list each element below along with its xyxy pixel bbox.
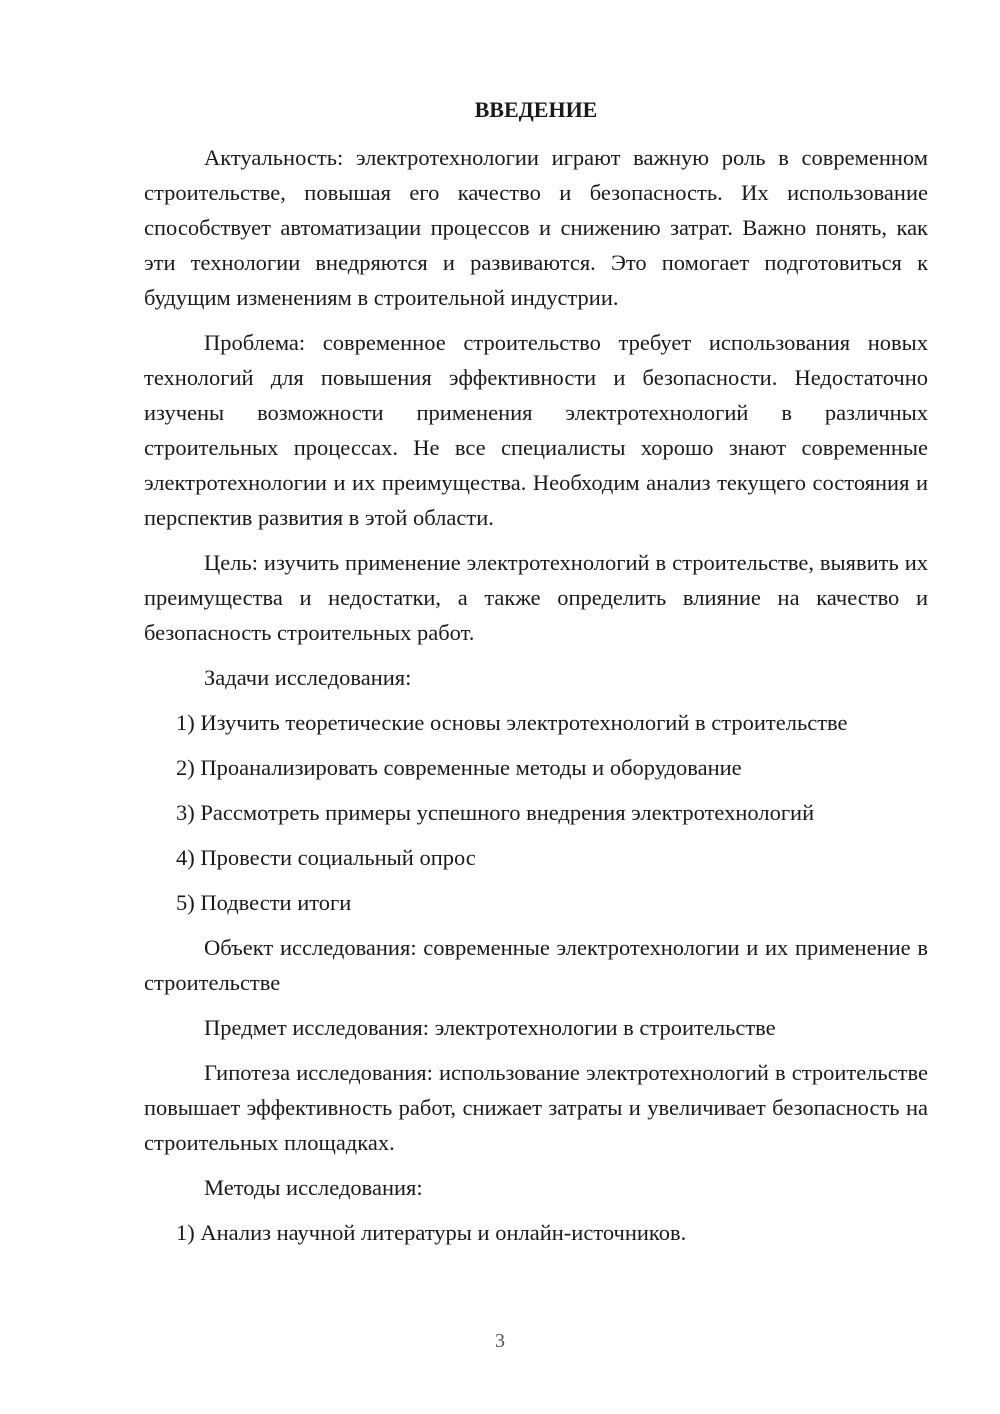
page-number: 3 <box>495 1330 505 1352</box>
method-item: 1) Анализ научной литературы и онлайн-источников. <box>176 1220 687 1245</box>
document-page <box>144 92 928 1260</box>
tasks-heading: Задачи исследования: <box>204 665 412 690</box>
paragraph-subject: Предмет исследования: электротехнологии в строительстве <box>204 1015 776 1040</box>
paragraph-goal: Цель: изучить применение электротехнологий в строительстве, выявить их преимущества и недостатки, а также определить влияние на качество и безопасность строительных работ. <box>144 550 928 645</box>
section-title: ВВЕДЕНИЕ <box>474 97 598 122</box>
paragraph-hypothesis: Гипотеза исследования: использование электротехнологий в строительстве повышает эффективность работ, снижает затраты и увеличивает безопасность на строительных площадках. <box>144 1060 928 1155</box>
methods-heading: Методы исследования: <box>204 1175 423 1200</box>
paragraph-object: Объект исследования: современные электротехнологии и их применение в строительстве <box>144 935 928 995</box>
paragraph-problem: Проблема: современное строительство требует использования новых технологий для повышения эффективности и безопасности. Недостаточно изучены возможности применения электротехнологий в различных строительных процессах. Не все специалисты хорошо знают современные электротехнологии и их преимущества. Необходим анализ текущего состояния и перспектив развития в этой области. <box>144 330 928 530</box>
task-item: 1) Изучить теоретические основы электротехнологий в строительстве <box>176 710 848 735</box>
task-item: 2) Проанализировать современные методы и оборудование <box>176 755 742 780</box>
task-item: 5) Подвести итоги <box>176 890 352 915</box>
task-item: 4) Провести социальный опрос <box>176 845 476 870</box>
paragraph-relevance: Актуальность: электротехнологии играют важную роль в современном строительстве, повышая его качество и безопасность. Их использование способствует автоматизации процессов и снижению затрат. Важно понять, как эти технологии внедряются и развиваются. Это помогает подготовиться к будущим изменениям в строительной индустрии. <box>144 145 928 310</box>
task-item: 3) Рассмотреть примеры успешного внедрения электротехнологий <box>176 800 815 825</box>
